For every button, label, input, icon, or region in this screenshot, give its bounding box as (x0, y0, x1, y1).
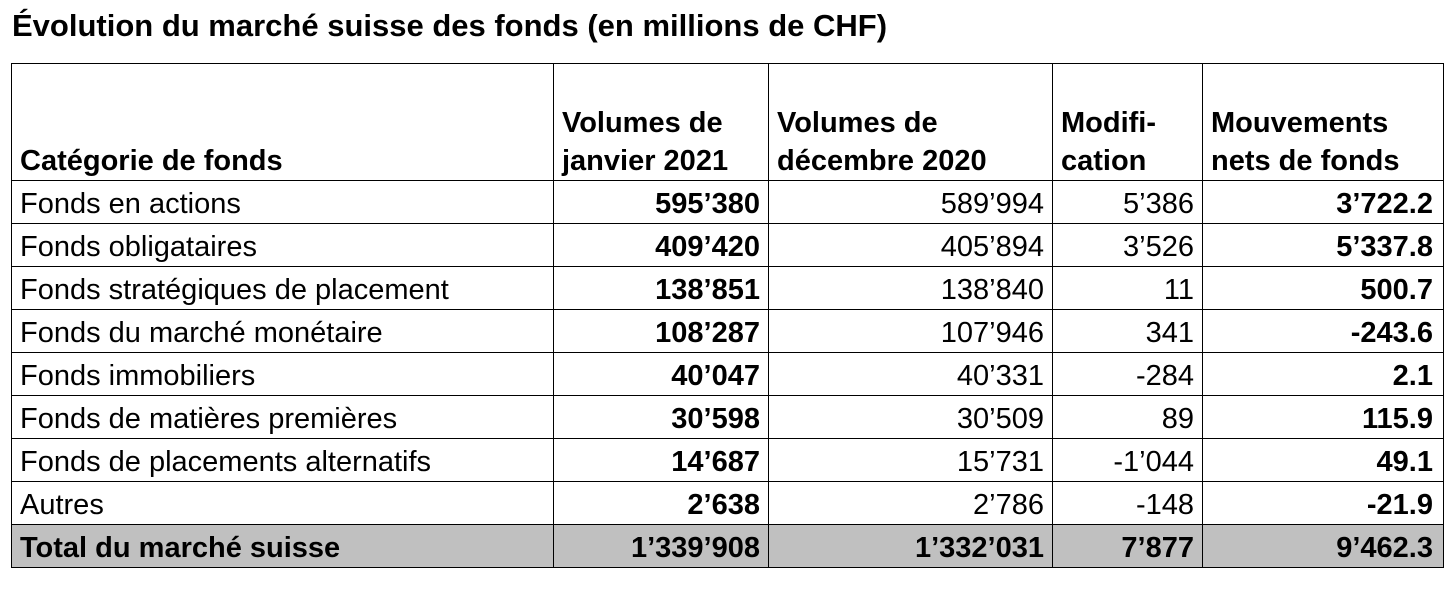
change-cell: -284 (1053, 353, 1203, 396)
dec-2020-cell: 107’946 (769, 310, 1053, 353)
total-row (12, 525, 1444, 568)
category-cell: Fonds immobiliers (12, 353, 554, 396)
change-cell: -148 (1053, 482, 1203, 525)
table-row (12, 396, 1444, 439)
net-flows-cell: 115.9 (1203, 396, 1444, 439)
category-cell: Fonds de matières premières (12, 396, 554, 439)
jan-2021-cell: 138’851 (554, 267, 769, 310)
header-category: Catégorie de fonds (12, 64, 554, 181)
header-jan-2021: Volumes de janvier 2021 (554, 64, 769, 181)
header-change: Modifi-cation (1053, 64, 1203, 181)
change-cell: 89 (1053, 396, 1203, 439)
dec-2020-cell: 30’509 (769, 396, 1053, 439)
table-row (12, 310, 1444, 353)
change-cell: 7’877 (1053, 525, 1203, 568)
change-cell: -1’044 (1053, 439, 1203, 482)
jan-2021-cell: 108’287 (554, 310, 769, 353)
page-title: Évolution du marché suisse des fonds (en millions de CHF) (12, 8, 888, 43)
dec-2020-cell: 138’840 (769, 267, 1053, 310)
category-cell: Autres (12, 482, 554, 525)
dec-2020-cell: 40’331 (769, 353, 1053, 396)
table-row (12, 353, 1444, 396)
category-cell: Fonds de placements alternatifs (12, 439, 554, 482)
table-header-row (12, 64, 1444, 181)
net-flows-cell: 2.1 (1203, 353, 1444, 396)
net-flows-cell: 5’337.8 (1203, 224, 1444, 267)
table-row (12, 181, 1444, 224)
fund-market-table (11, 63, 1444, 568)
net-flows-cell: 9’462.3 (1203, 525, 1444, 568)
change-cell: 341 (1053, 310, 1203, 353)
change-cell: 11 (1053, 267, 1203, 310)
dec-2020-cell: 2’786 (769, 482, 1053, 525)
jan-2021-cell: 40’047 (554, 353, 769, 396)
change-cell: 3’526 (1053, 224, 1203, 267)
change-cell: 5’386 (1053, 181, 1203, 224)
category-cell: Fonds obligataires (12, 224, 554, 267)
net-flows-cell: 500.7 (1203, 267, 1444, 310)
dec-2020-cell: 1’332’031 (769, 525, 1053, 568)
net-flows-cell: 49.1 (1203, 439, 1444, 482)
net-flows-cell: -243.6 (1203, 310, 1444, 353)
net-flows-cell: -21.9 (1203, 482, 1444, 525)
jan-2021-cell: 30’598 (554, 396, 769, 439)
jan-2021-cell: 409’420 (554, 224, 769, 267)
header-net-flows: Mouvements nets de fonds (1203, 64, 1444, 181)
table-row (12, 267, 1444, 310)
dec-2020-cell: 15’731 (769, 439, 1053, 482)
table-row (12, 439, 1444, 482)
dec-2020-cell: 405’894 (769, 224, 1053, 267)
dec-2020-cell: 589’994 (769, 181, 1053, 224)
table-row (12, 224, 1444, 267)
category-cell: Total du marché suisse (12, 525, 554, 568)
table-row (12, 482, 1444, 525)
table-body (12, 181, 1444, 568)
jan-2021-cell: 1’339’908 (554, 525, 769, 568)
header-dec-2020: Volumes de décembre 2020 (769, 64, 1053, 181)
jan-2021-cell: 2’638 (554, 482, 769, 525)
jan-2021-cell: 14’687 (554, 439, 769, 482)
net-flows-cell: 3’722.2 (1203, 181, 1444, 224)
jan-2021-cell: 595’380 (554, 181, 769, 224)
category-cell: Fonds en actions (12, 181, 554, 224)
category-cell: Fonds du marché monétaire (12, 310, 554, 353)
category-cell: Fonds stratégiques de placement (12, 267, 554, 310)
